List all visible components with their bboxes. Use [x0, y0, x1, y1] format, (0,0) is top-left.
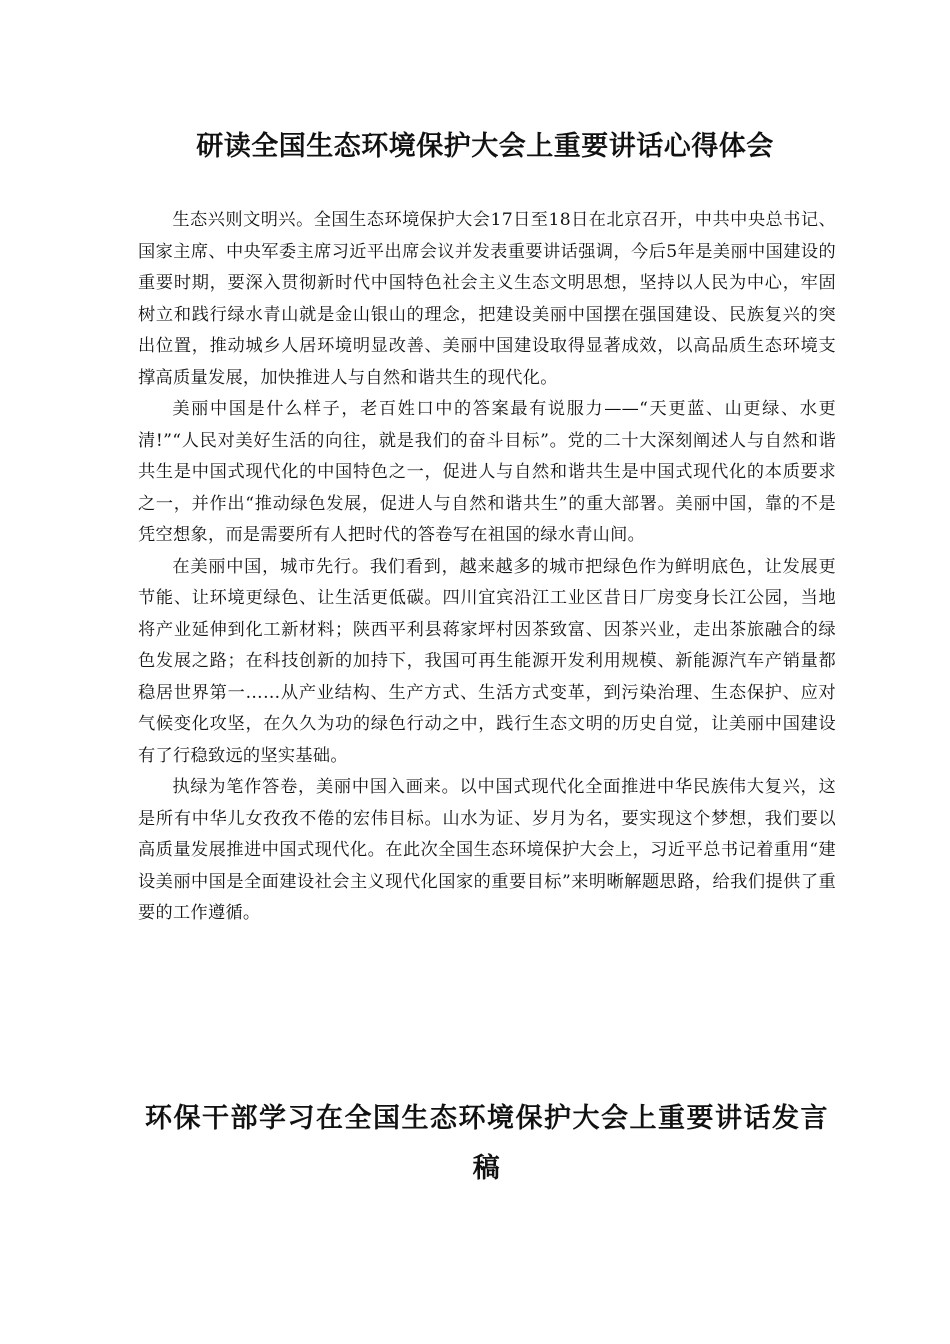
paragraph-1: 生态兴则文明兴。全国生态环境保护大会17日至18日在北京召开，中共中央总书记、国家主席、中央军委主席习近平出席会议并发表重要讲话强调，今后5年是美丽中国建设的重要时期，要深入贯彻新时代中国特色社会主义生态文明思想，坚持以人民为中心，牢固树立和践行绿水青山就是金山银山的理念，把建设美丽中国摆在强国建设、民族复兴的突出位置，推动城乡人居环境明显改善、美丽中国建设取得显著成效，以高品质生态环境支撑高质量发展，加快推进人与自然和谐共生的现代化。: [138, 210, 836, 388]
document-title: 研读全国生态环境保护大会上重要讲话心得体会: [196, 131, 774, 162]
document-body: [138, 205, 836, 930]
paragraph-4: 执绿为笔作答卷，美丽中国入画来。以中国式现代化全面推进中华民族伟大复兴，这是所有中华儿女孜孜不倦的宏伟目标。山水为证、岁月为名，要实现这个梦想，我们要以高质量发展推进中国式现代化。在此次全国生态环境保护大会上，习近平总书记着重用“建设美丽中国是全面建设社会主义现代化国家的重要目标”来明晰解题思路，给我们提供了重要的工作遵循。: [138, 777, 836, 923]
paragraph-3: 在美丽中国，城市先行。我们看到，越来越多的城市把绿色作为鲜明底色，让发展更节能、让环境更绿色、让生活更低碳。四川宜宾沿江工业区昔日厂房变身长江公园，当地将产业延伸到化工新材料；陕西平利县蒋家坪村因茶致富、因茶兴业，走出茶旅融合的绿色发展之路；在科技创新的加持下，我国可再生能源开发利用规模、新能源汽车产销量都稳居世界第一……从产业结构、生产方式、生活方式变革，到污染治理、生态保护、应对气候变化攻坚，在久久为功的绿色行动之中，践行生态文明的历史自觉，让美丽中国建设有了行稳致远的坚实基础。: [138, 556, 836, 766]
paragraph-2: 美丽中国是什么样子，老百姓口中的答案最有说服力——“天更蓝、山更绿、水更清!”“人民对美好生活的向往，就是我们的奋斗目标”。党的二十大深刻阐述人与自然和谐共生是中国式现代化的中国特色之一，促进人与自然和谐共生是中国式现代化的本质要求之一，并作出“推动绿色发展，促进人与自然和谐共生”的重大部署。美丽中国，靠的不是凭空想象，而是需要所有人把时代的答卷写在祖国的绿水青山间。: [138, 399, 836, 545]
next-section-title: 环保干部学习在全国生态环境保护大会上重要讲话发言稿: [145, 1103, 829, 1184]
